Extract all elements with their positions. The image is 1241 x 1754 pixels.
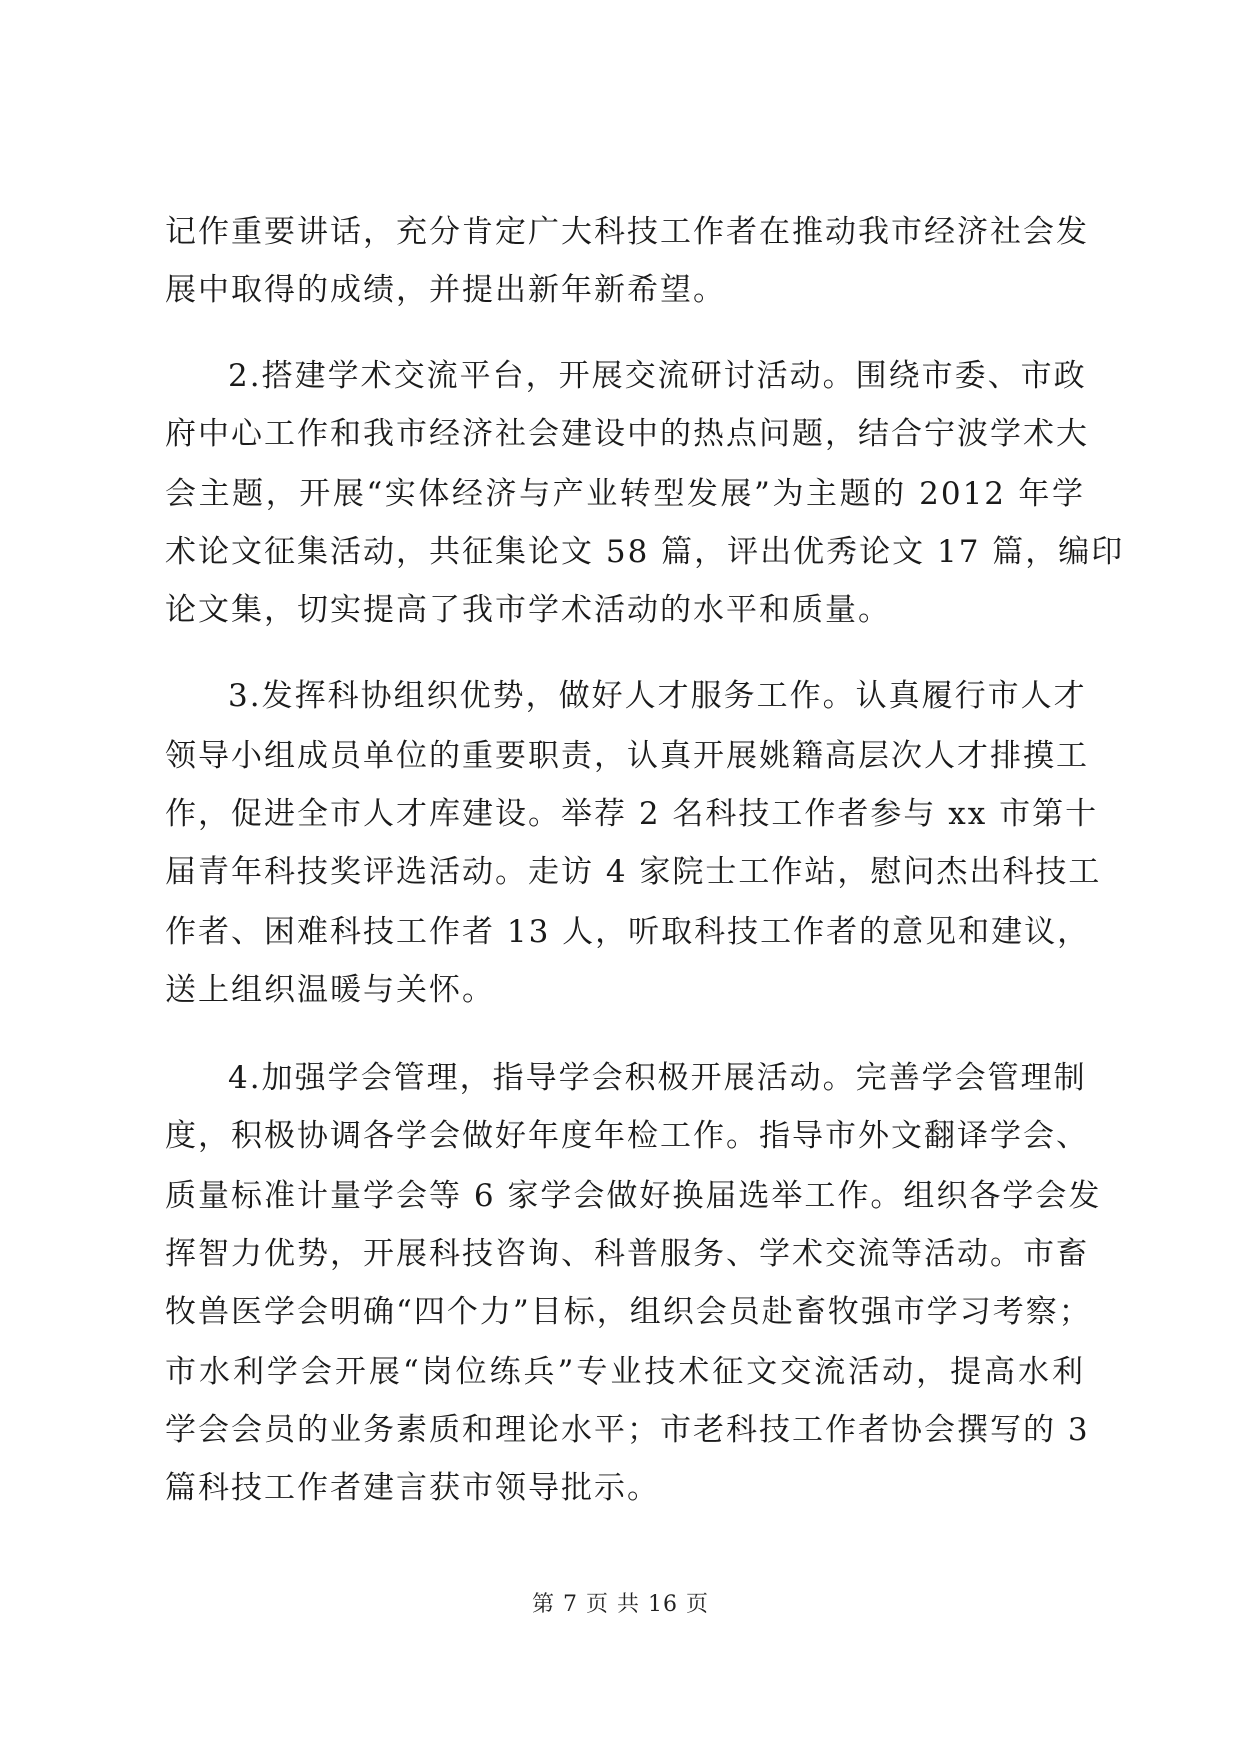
text-line: 篇科技工作者建言获市领导批示。: [165, 1470, 660, 1506]
text-line: 送上组织温暖与关怀。: [165, 972, 495, 1008]
paragraph-heading-line: 2.搭建学术交流平台，开展交流研讨活动。围绕市委、市政: [228, 358, 1087, 394]
text-line: 学会会员的业务素质和理论水平；市老科技工作者协会撰写的 3: [165, 1412, 1090, 1448]
text-line: 届青年科技奖评选活动。走访 4 家院士工作站，慰问杰出科技工: [165, 854, 1102, 890]
text-line: 记作重要讲话，充分肯定广大科技工作者在推动我市经济社会发: [165, 214, 1089, 250]
text-line: 度，积极协调各学会做好年度年检工作。指导市外文翻译学会、: [165, 1118, 1089, 1154]
text-line: 质量标准计量学会等 6 家学会做好换届选举工作。组织各学会发: [165, 1178, 1102, 1214]
text-line: 府中心工作和我市经济社会建设中的热点问题，结合宁波学术大: [165, 416, 1089, 452]
text-line: 作，促进全市人才库建设。举荐 2 名科技工作者参与 xx 市第十: [165, 796, 1099, 832]
text-line: 术论文征集活动，共征集论文 58 篇，评出优秀论文 17 篇，编印: [165, 534, 1125, 570]
text-line: 论文集，切实提高了我市学术活动的水平和质量。: [165, 592, 891, 628]
text-line: 作者、困难科技工作者 13 人，听取科技工作者的意见和建议，: [165, 914, 1091, 950]
text-line: 展中取得的成绩，并提出新年新希望。: [165, 272, 726, 308]
page-number-footer: 第 7 页 共 16 页: [532, 1592, 709, 1617]
text-line: 挥智力优势，开展科技咨询、科普服务、学术交流等活动。市畜: [165, 1236, 1089, 1272]
text-line: 领导小组成员单位的重要职责，认真开展姚籍高层次人才排摸工: [165, 738, 1089, 774]
paragraph-heading-line: 4.加强学会管理，指导学会积极开展活动。完善学会管理制: [228, 1060, 1087, 1096]
text-line: 市水利学会开展“岗位练兵”专业技术征文交流活动，提高水利: [165, 1354, 1085, 1390]
text-line: 牧兽医学会明确“四个力”目标，组织会员赴畜牧强市学习考察；: [165, 1294, 1092, 1330]
text-line: 会主题，开展“实体经济与产业转型发展”为主题的 2012 年学: [165, 476, 1085, 512]
paragraph-heading-line: 3.发挥科协组织优势，做好人才服务工作。认真履行市人才: [228, 678, 1087, 714]
